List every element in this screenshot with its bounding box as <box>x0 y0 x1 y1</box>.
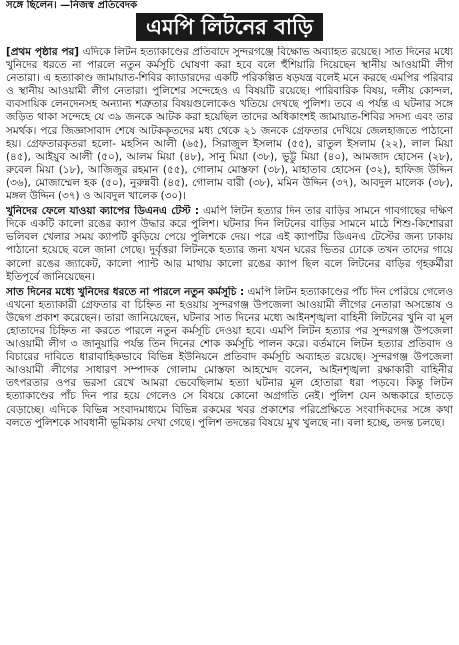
paragraph-1 <box>6 46 453 203</box>
subheading-new-program: সাত দিনের মধ্যে খুনিদের ধরতে না পারলে নতুন কর্মসূচি : <box>6 285 245 298</box>
paragraph-3 <box>6 286 453 430</box>
paragraph-2-text: এমপি লিটন হত্যার দিন তার বাড়ির সামনে গাবগাছের দক্ষিণ দিকে একটি কালো রঙের ক্যাপ উদ্ধার করে পুলিশ। ঘটনার দিন লিটনের বাড়ির সামনে মাঠে শিশু-কিশোররা ভলিবল খেলার সময় ক্যাপটি কুড়িয়ে পেয়ে পুলিশকে দেয়। পরে এই ক্যাপটির ডিএনএ টেস্টের জন্য ঢাকায় পাঠানো হয়েছে বলে জানা গেছে। দুর্বৃত্তরা লিটনকে হত্যার জন্য যখন ঘরের ভিতর ঢোকে তখন তাদের গায়ে কালো রঙের জ্যাকেট, কালো প্যান্ট আর মাথায় কালো রঙের ক্যাপ ছিল বলে লিটনের বাড়ির গৃহকর্মীরা ইতিপূর্বে জানিয়েছেন। <box>6 205 453 283</box>
paragraph-2 <box>6 205 453 284</box>
article-body <box>6 46 453 430</box>
previous-article-tail: সঙ্গে ছিলেন। —নিজস্ব প্রতিবেদক <box>6 0 138 11</box>
headline-container <box>6 13 453 43</box>
article-headline: এমপি লিটনের বাড়ি <box>136 13 323 41</box>
continued-from-front-page: [প্রথম পৃষ্ঠার পর] <box>6 46 80 58</box>
paragraph-3-text: এমপি লিটন হত্যাকাণ্ডের পাঁচ দিন পেরিয়ে গেলেও এখনো হত্যাকারী গ্রেফতার বা চিহ্নিত না হওয়ায় সুন্দরগঞ্জ উপজেলা আওয়ামী লীগের নেতারা অসন্তোষ ও উদ্বেগ প্রকাশ করেছেন। তারা জানিয়েছেন, ঘটনার সাত দিনের মধ্যে আইনশৃঙ্খলা বাহিনী লিটনের খুনি বা মূল হোতাদের চিহ্নিত না করতে পারলে নতুন কর্মসূচি দেওয়া হবে। এমপি লিটন হত্যার পর সুন্দরগঞ্জ উপজেলা আওয়ামী লীগ ৩ জানুয়ারি পর্যন্ত তিন দিনের শোক কর্মসূচি পালন করে। বর্তমানে লিটন হত্যার প্রতিবাদ ও বিচারের দাবিতে ধারাবাহিকভাবে বিভিন্ন ইউনিয়নে প্রতিবাদ কর্মসূচি অব্যাহত রয়েছে। সুন্দরগঞ্জ উপজেলা আওয়ামী লীগের সাধারণ সম্পাদক গোলাম মোস্তফা আহম্মেদ বলেন, আইনশৃঙ্খলা রক্ষাকারী বাহিনীর তৎপরতার ওপর ভরসা রেখে আমরা ভেবেছিলাম হত্যা ঘটনার মূল হোতারা ধরা পড়বে। কিন্তু লিটন হত্যাকাণ্ডের পাঁচ দিন পার হয়ে গেলেও সে বিষয়ে কোনো অগ্রগতি নেই। পুলিশ যেন অন্ধকারে হাতড়ে বেড়াচ্ছে। এদিকে বিভিন্ন সংবাদমাধ্যমে বিভিন্ন রকমের খবর প্রকাশের পরিপ্রেক্ষিতে সংবাদিকদের সঙ্গে কথা বলতে পুলিশকে সাবধানী ভূমিকায় দেখা গেছে। পুলিশ তদন্তের বিষয়ে মুখ খুলছে না। বলা হচ্ছে, তদন্ত চলছে। <box>6 285 453 429</box>
subheading-dna-test: খুনিদের ফেলে যাওয়া ক্যাপের ডিএনএ টেস্ট : <box>6 205 199 218</box>
paragraph-1-text: এদিকে লিটন হত্যাকাণ্ডের প্রতিবাদে সুন্দরগঞ্জে বিক্ষোভ অব্যাহত রয়েছে। সাত দিনের মধ্যে খুনিদের ধরতে না পারলে নতুন কর্মসূচি ঘোষণা করা হবে বলে হুঁশিয়ারি দিয়েছেন স্থানীয় আওয়ামী লীগ নেতারা। এ হত্যাকাণ্ড জামায়াত-শিবির ক্যাডারদের একটি পরিকল্পিত ষড়যন্ত্র বলেই মনে করছে এমপির পরিবার ও স্থানীয় আওয়ামী লীগ নেতারা। পুলিশের সন্দেহেও এ বিষয়টি রয়েছে। পারিবারিক বিষয়, দলীয় কোন্দল, ব্যবসায়িক লেনদেনসহ অন্যান্য শত্রুতার বিষয়গুলোকেও খতিয়ে দেখছে পুলিশ। তবে এ পর্যন্ত এ ঘটনার সঙ্গে জড়িত থাকা সন্দেহে যে ৩৯ জনকে আটক করা হয়েছিল তাদের অধিকাংশই জামায়াত-শিবির সদস্য এবং তার সমর্থক। পরে জিজ্ঞাসাবাদ শেষে আটককৃতদের মধ্য থেকে ২১ জনকে গ্রেফতার দেখিয়ে জেলহাজতে পাঠানো হয়। গ্রেফতারকৃতরা হলো- মহসিন আলী (৬৫), সিরাজুল ইসলাম (৫৫), রাতুল ইসলাম (২২), লাল মিয়া (৪৫), আইয়ুব আলী (৫০), আলম মিয়া (৪৮), সানু মিয়া (৩৮), ভুট্টু মিয়া (৪০), আমজাদ হোসেন (২৮), রুবেল মিয়া (১৮), আজিজুর রহমান (৫৫), গোলাম মোস্তফা (৩৮), মাহাতাব হোসেন (৩২), হাফিজ উদ্দিন (৩৬), মোজাম্মেল হক (৫০), নুরুন্নবী (৪৫), গোলাম বারী (৩৮), মমিন উদ্দিন (৩৭), আবদুল মালেক (৩৮), মঙ্গল উদ্দিন (৩৭) ও আবদুল খালেক (৩০)। <box>6 46 453 203</box>
